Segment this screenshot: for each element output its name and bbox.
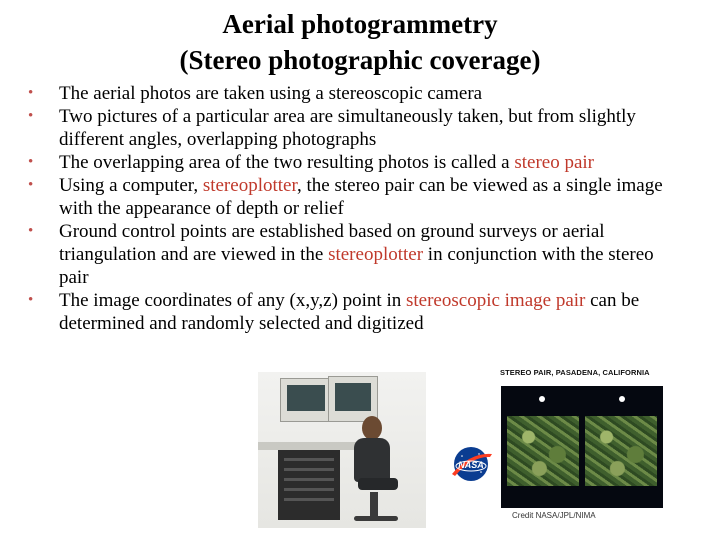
nasa-logo bbox=[448, 444, 494, 484]
bullet-marker: • bbox=[28, 177, 34, 193]
stereo-pair-image bbox=[501, 386, 663, 508]
bullet-text: can be determined and randomly selected and digitized bbox=[59, 290, 640, 334]
bullet-text: The aerial photos are taken using a stereoscopic camera bbox=[59, 83, 483, 104]
bullet-list bbox=[28, 82, 668, 335]
operator-legs bbox=[358, 478, 398, 490]
bullet-item bbox=[28, 82, 668, 105]
chair-base bbox=[354, 516, 398, 521]
stereo-fixation-dot-left bbox=[539, 396, 545, 402]
highlighted-term: stereo pair bbox=[514, 152, 594, 173]
highlighted-term: stereoplotter bbox=[328, 244, 424, 265]
bullet-marker: • bbox=[28, 223, 34, 239]
operator-body bbox=[354, 438, 390, 482]
bullet-text: Ground control points are established based on ground surveys or aerial triangulation and are viewed in the bbox=[59, 221, 605, 265]
chair bbox=[370, 492, 378, 518]
highlighted-term: stereoplotter bbox=[202, 175, 298, 196]
image-credit: Credit NASA/JPL/NIMA bbox=[512, 511, 596, 520]
bullet-marker: • bbox=[28, 292, 34, 308]
bullet-text: The overlapping area of the two resulting photos is called a bbox=[59, 152, 515, 173]
bullet-text: Using a computer, bbox=[59, 175, 203, 196]
stereo-photo-right bbox=[585, 416, 657, 486]
bullet-text: The image coordinates of any (x,y,z) point in bbox=[59, 290, 406, 311]
monitor-left bbox=[280, 378, 332, 422]
bullet-text: in conjunction with the stereo pair bbox=[59, 244, 654, 288]
bullet-item bbox=[28, 174, 668, 220]
stereo-photo-left bbox=[507, 416, 579, 486]
workstation-photo bbox=[258, 372, 426, 528]
operator-head bbox=[362, 416, 382, 440]
bullet-item bbox=[28, 220, 668, 289]
bullet-marker: • bbox=[28, 85, 34, 101]
bullet-text: Two pictures of a particular area are simultaneously taken, but from slightly different angles, overlapping photographs bbox=[59, 106, 636, 150]
bullet-marker: • bbox=[28, 154, 34, 170]
bullet-marker: • bbox=[28, 108, 34, 124]
bullet-item bbox=[28, 105, 668, 151]
title-line-1: Aerial photogrammetry bbox=[222, 9, 498, 39]
computer-cabinet bbox=[278, 450, 340, 520]
nasa-logo-text: NASA bbox=[458, 460, 484, 470]
bullet-text: , the stereo pair can be viewed as a single image with the appearance of depth or relief bbox=[59, 175, 663, 219]
bullet-item bbox=[28, 289, 668, 335]
stereo-fixation-dot-right bbox=[619, 396, 625, 402]
title-line-2: (Stereo photographic coverage) bbox=[179, 45, 541, 75]
slide-title bbox=[0, 6, 720, 78]
bullet-item bbox=[28, 151, 668, 174]
highlighted-term: stereoscopic image pair bbox=[406, 290, 586, 311]
stereo-caption: STEREO PAIR, PASADENA, CALIFORNIA bbox=[500, 368, 650, 377]
